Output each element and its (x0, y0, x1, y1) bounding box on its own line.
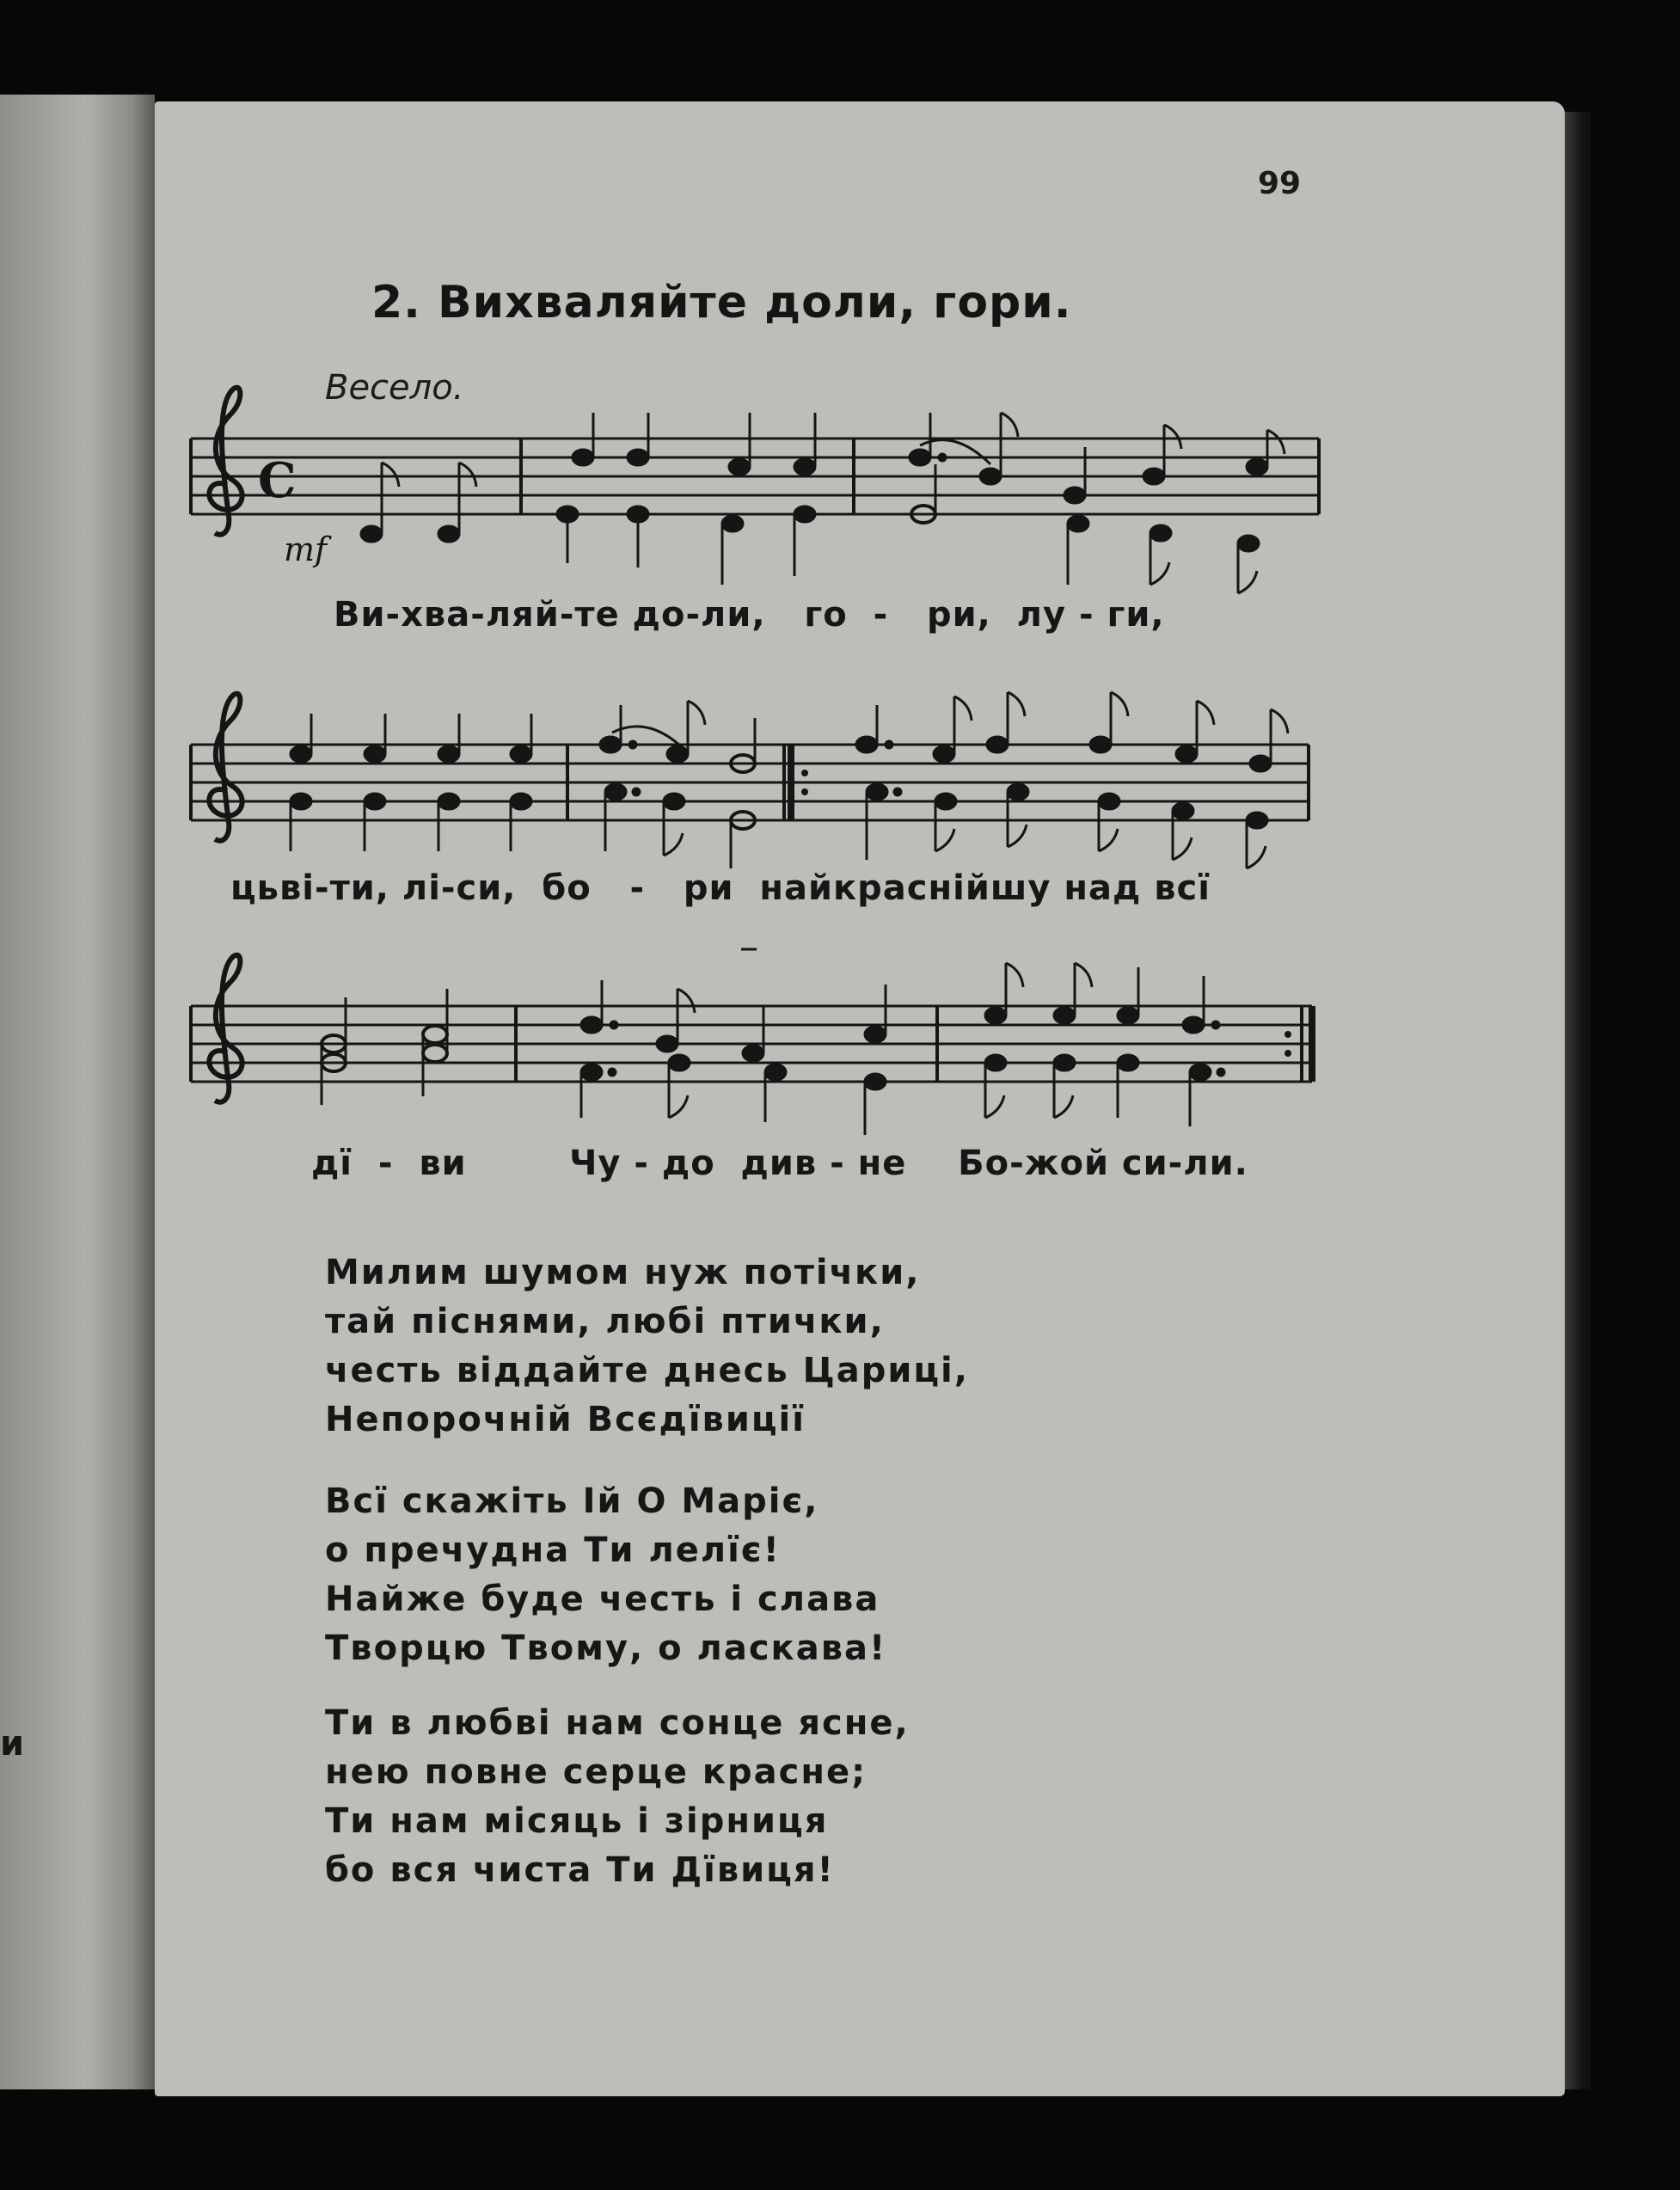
stanza-line: бо вся чиста Ти Дївиця! (325, 1850, 835, 1890)
notes-staff-3 (322, 963, 1224, 1135)
stanza-line: честь віддайте днесь Цариці, (325, 1351, 969, 1390)
stanza-2 (325, 1477, 886, 1673)
stanza-line: Всї скажіть Ій О Маріє, (325, 1481, 819, 1521)
stanza-line: Ти нам місяць і зірниця (325, 1801, 829, 1841)
page-number: 99 (1258, 166, 1302, 201)
stanza-line: Творцю Твому, о ласкава! (325, 1629, 887, 1668)
stanza-line: о пречудна Ти лелїє! (325, 1531, 781, 1570)
dynamic-mf: mf (284, 531, 328, 568)
common-time: C (258, 452, 297, 509)
staff-3 (191, 1006, 1312, 1082)
stanza-1 (325, 1248, 969, 1445)
lyrics-line-1: Ви-хва-ляй-те до-ли, го - ри, лу - ги, (334, 595, 1165, 635)
song-title: 2. Вихваляйте доли, гори. (371, 277, 1072, 328)
stanza-line: Непорочній Всєдївиції (325, 1400, 806, 1439)
stanza-line: Найже буде честь і слава (325, 1580, 880, 1619)
repeat-dot (1285, 1050, 1291, 1057)
treble-clef-3 (209, 955, 242, 1102)
stanza-line: тай піснями, любі птички, (325, 1302, 885, 1341)
stanza-line: нею повне серце красне; (325, 1752, 868, 1792)
tempo-marking: Весело. (325, 368, 464, 408)
treble-clef-1 (209, 388, 242, 535)
lyrics-line-2: цьві-ти, лі-си, бо - ри найкраснійшу над всї (230, 868, 1211, 908)
stanza-line: Ти в любві нам сонце ясне, (325, 1703, 910, 1743)
treble-clef-2 (209, 694, 242, 841)
repeat-dot (801, 788, 808, 795)
stanza-line: Милим шумом нуж потічки, (325, 1253, 921, 1292)
repeat-dot (1285, 1031, 1291, 1038)
left-page-fragment: и (0, 1724, 25, 1764)
repeat-dot (801, 770, 808, 776)
stanza-3 (325, 1699, 910, 1895)
lyrics-line-3: дї - ви Чу - до див - не Бо-жой си-ли. (311, 1144, 1248, 1183)
